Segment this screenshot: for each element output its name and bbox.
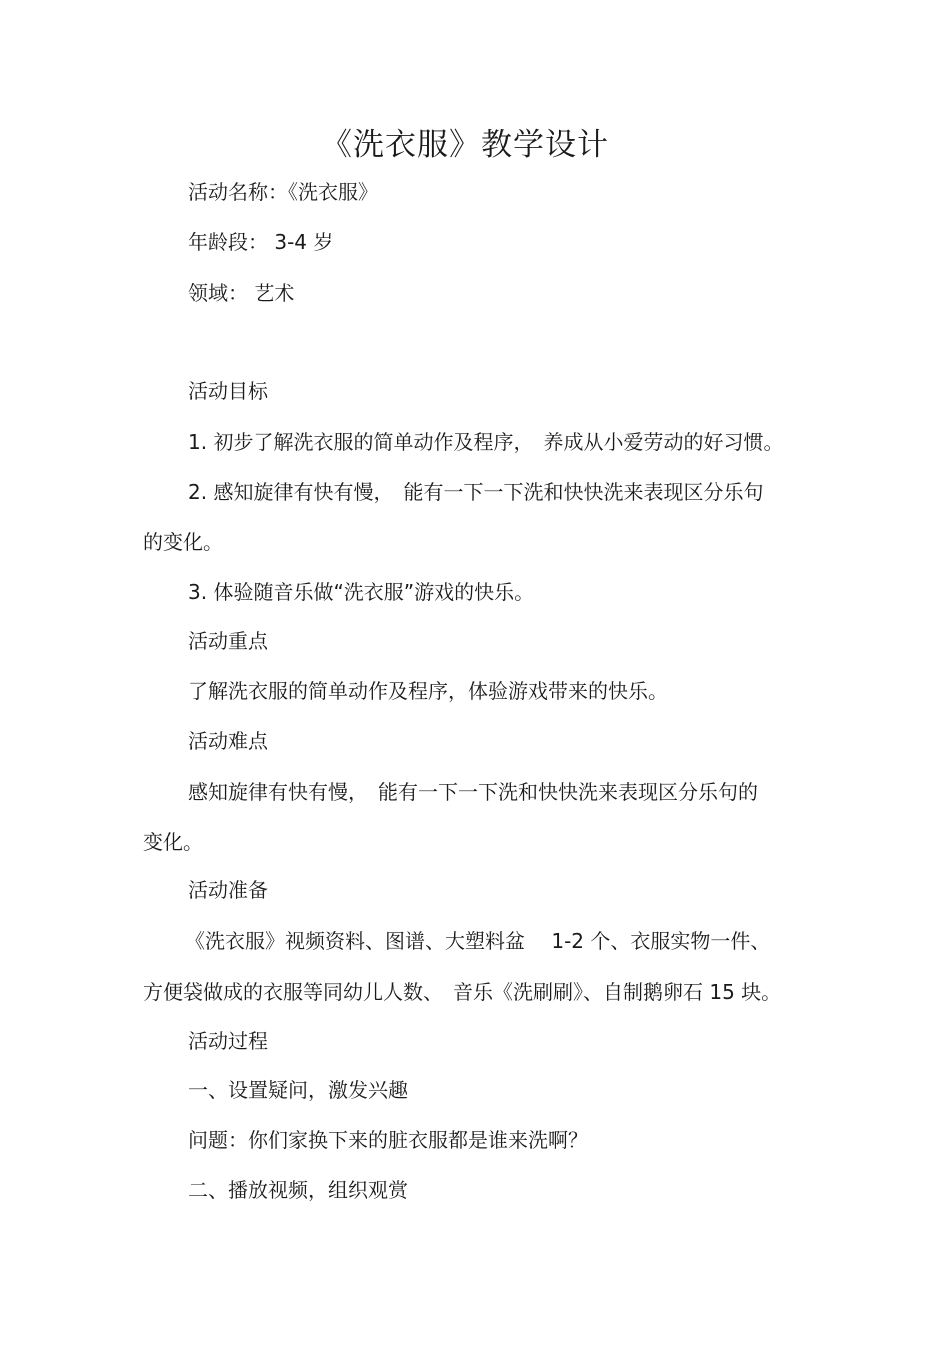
section-heading-process: 活动过程 (188, 1029, 268, 1053)
age-group: 年龄段： 3-4 岁 (188, 230, 334, 254)
process-step-2: 二、播放视频，组织观赏 (188, 1178, 408, 1202)
section-heading-difficulties: 活动难点 (188, 729, 268, 753)
difficulties-text-continued: 变化。 (143, 830, 203, 854)
section-heading-goals: 活动目标 (188, 379, 268, 403)
goal-item-3: 3. 体验随音乐做“洗衣服”游戏的快乐。 (188, 580, 535, 604)
activity-name: 活动名称：《洗衣服》 (188, 180, 378, 204)
section-heading-preparation: 活动准备 (188, 878, 268, 902)
preparation-text-continued: 方便袋做成的衣服等同幼儿人数、 音乐《洗刷刷》、自制鹅卵石 15 块。 (143, 980, 782, 1004)
goal-item-2: 2. 感知旋律有快有慢， 能有一下一下洗和快快洗来表现区分乐句 (188, 480, 764, 504)
document-title: 《洗衣服》教学设计 (321, 127, 609, 163)
process-question: 问题：你们家换下来的脏衣服都是谁来洗啊？ (188, 1128, 588, 1152)
key-points-text: 了解洗衣服的简单动作及程序，体验游戏带来的快乐。 (188, 679, 668, 703)
preparation-text: 《洗衣服》视频资料、图谱、大塑料盆 1-2 个、衣服实物一件、 (185, 929, 771, 953)
goal-item-2-continued: 的变化。 (143, 530, 223, 554)
process-step-1: 一、设置疑问，激发兴趣 (188, 1078, 408, 1102)
section-heading-key-points: 活动重点 (188, 629, 268, 653)
goal-item-1: 1. 初步了解洗衣服的简单动作及程序， 养成从小爱劳动的好习惯。 (188, 430, 784, 454)
domain-field: 领域： 艺术 (188, 281, 295, 305)
difficulties-text: 感知旋律有快有慢， 能有一下一下洗和快快洗来表现区分乐句的 (188, 780, 758, 804)
